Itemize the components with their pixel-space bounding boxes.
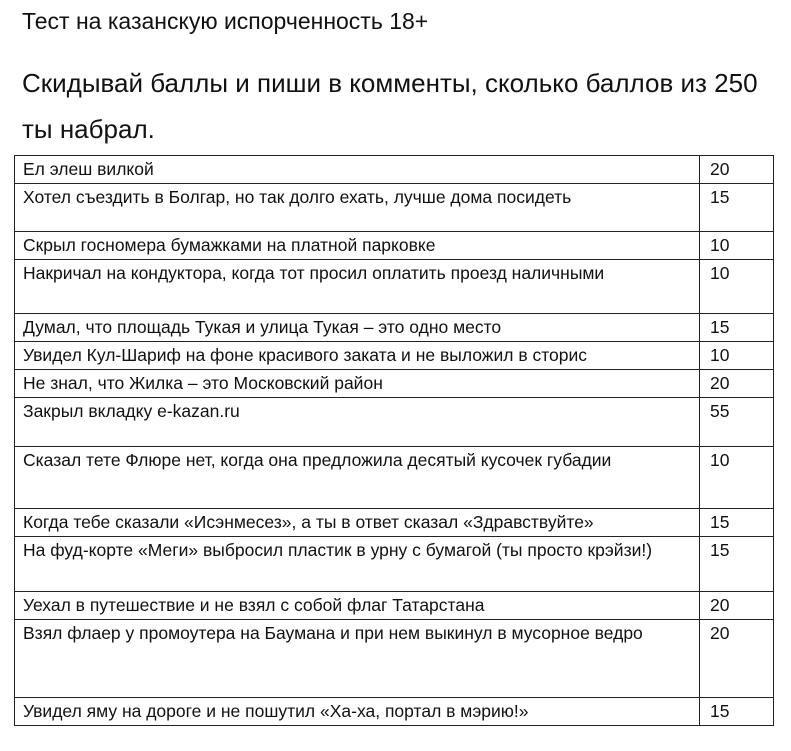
row-points: 15 xyxy=(700,184,774,232)
row-points: 55 xyxy=(700,398,774,447)
table-row xyxy=(15,232,774,260)
row-text: Когда тебе сказали «Исэнмесез», а ты в ответ сказал «Здравствуйте» xyxy=(15,509,700,537)
row-points: 15 xyxy=(700,537,774,592)
row-text: Не знал, что Жилка – это Московский район xyxy=(15,370,700,398)
row-text: Скрыл госномера бумажками на платной парковке xyxy=(15,232,700,260)
table-row xyxy=(15,342,774,370)
table-row xyxy=(15,260,774,314)
table-row xyxy=(15,537,774,592)
row-points: 15 xyxy=(700,314,774,342)
table-row xyxy=(15,314,774,342)
page-title: Тест на казанскую испорченность 18+ xyxy=(22,8,429,34)
row-points: 10 xyxy=(700,260,774,314)
score-table xyxy=(14,155,774,726)
row-text: Взял флаер у промоутера на Баумана и при нем выкинул в мусорное ведро xyxy=(15,620,700,698)
table-row xyxy=(15,447,774,509)
table-row xyxy=(15,184,774,232)
row-text: Уехал в путешествие и не взял с собой флаг Татарстана xyxy=(15,592,700,620)
row-text: Увидел яму на дороге и не пошутил «Ха-ха, портал в мэрию!» xyxy=(15,698,700,726)
row-points: 20 xyxy=(700,592,774,620)
table-row xyxy=(15,509,774,537)
row-points: 10 xyxy=(700,232,774,260)
table-row xyxy=(15,698,774,726)
row-text: Увидел Кул-Шариф на фоне красивого заката и не выложил в сторис xyxy=(15,342,700,370)
row-text: Хотел съездить в Болгар, но так долго ехать, лучше дома посидеть xyxy=(15,184,700,232)
row-points: 15 xyxy=(700,509,774,537)
row-points: 10 xyxy=(700,342,774,370)
row-text: Накричал на кондуктора, когда тот просил оплатить проезд наличными xyxy=(15,260,700,314)
row-text: Думал, что площадь Тукая и улица Тукая – это одно место xyxy=(15,314,700,342)
row-points: 20 xyxy=(700,370,774,398)
row-points: 20 xyxy=(700,156,774,184)
table-row xyxy=(15,592,774,620)
table-row xyxy=(15,370,774,398)
table-row xyxy=(15,156,774,184)
row-text: На фуд-корте «Меги» выбросил пластик в урну с бумагой (ты просто крэйзи!) xyxy=(15,537,700,592)
row-points: 15 xyxy=(700,698,774,726)
row-points: 10 xyxy=(700,447,774,509)
table-row xyxy=(15,398,774,447)
row-points: 20 xyxy=(700,620,774,698)
table-row xyxy=(15,620,774,698)
row-text: Сказал тете Флюре нет, когда она предложила десятый кусочек губадии xyxy=(15,447,700,509)
page-subtitle: Скидывай баллы и пиши в комменты, сколько баллов из 250 ты набрал. xyxy=(22,68,758,144)
row-text: Ел элеш вилкой xyxy=(15,156,700,184)
row-text: Закрыл вкладку e-kazan.ru xyxy=(15,398,700,447)
